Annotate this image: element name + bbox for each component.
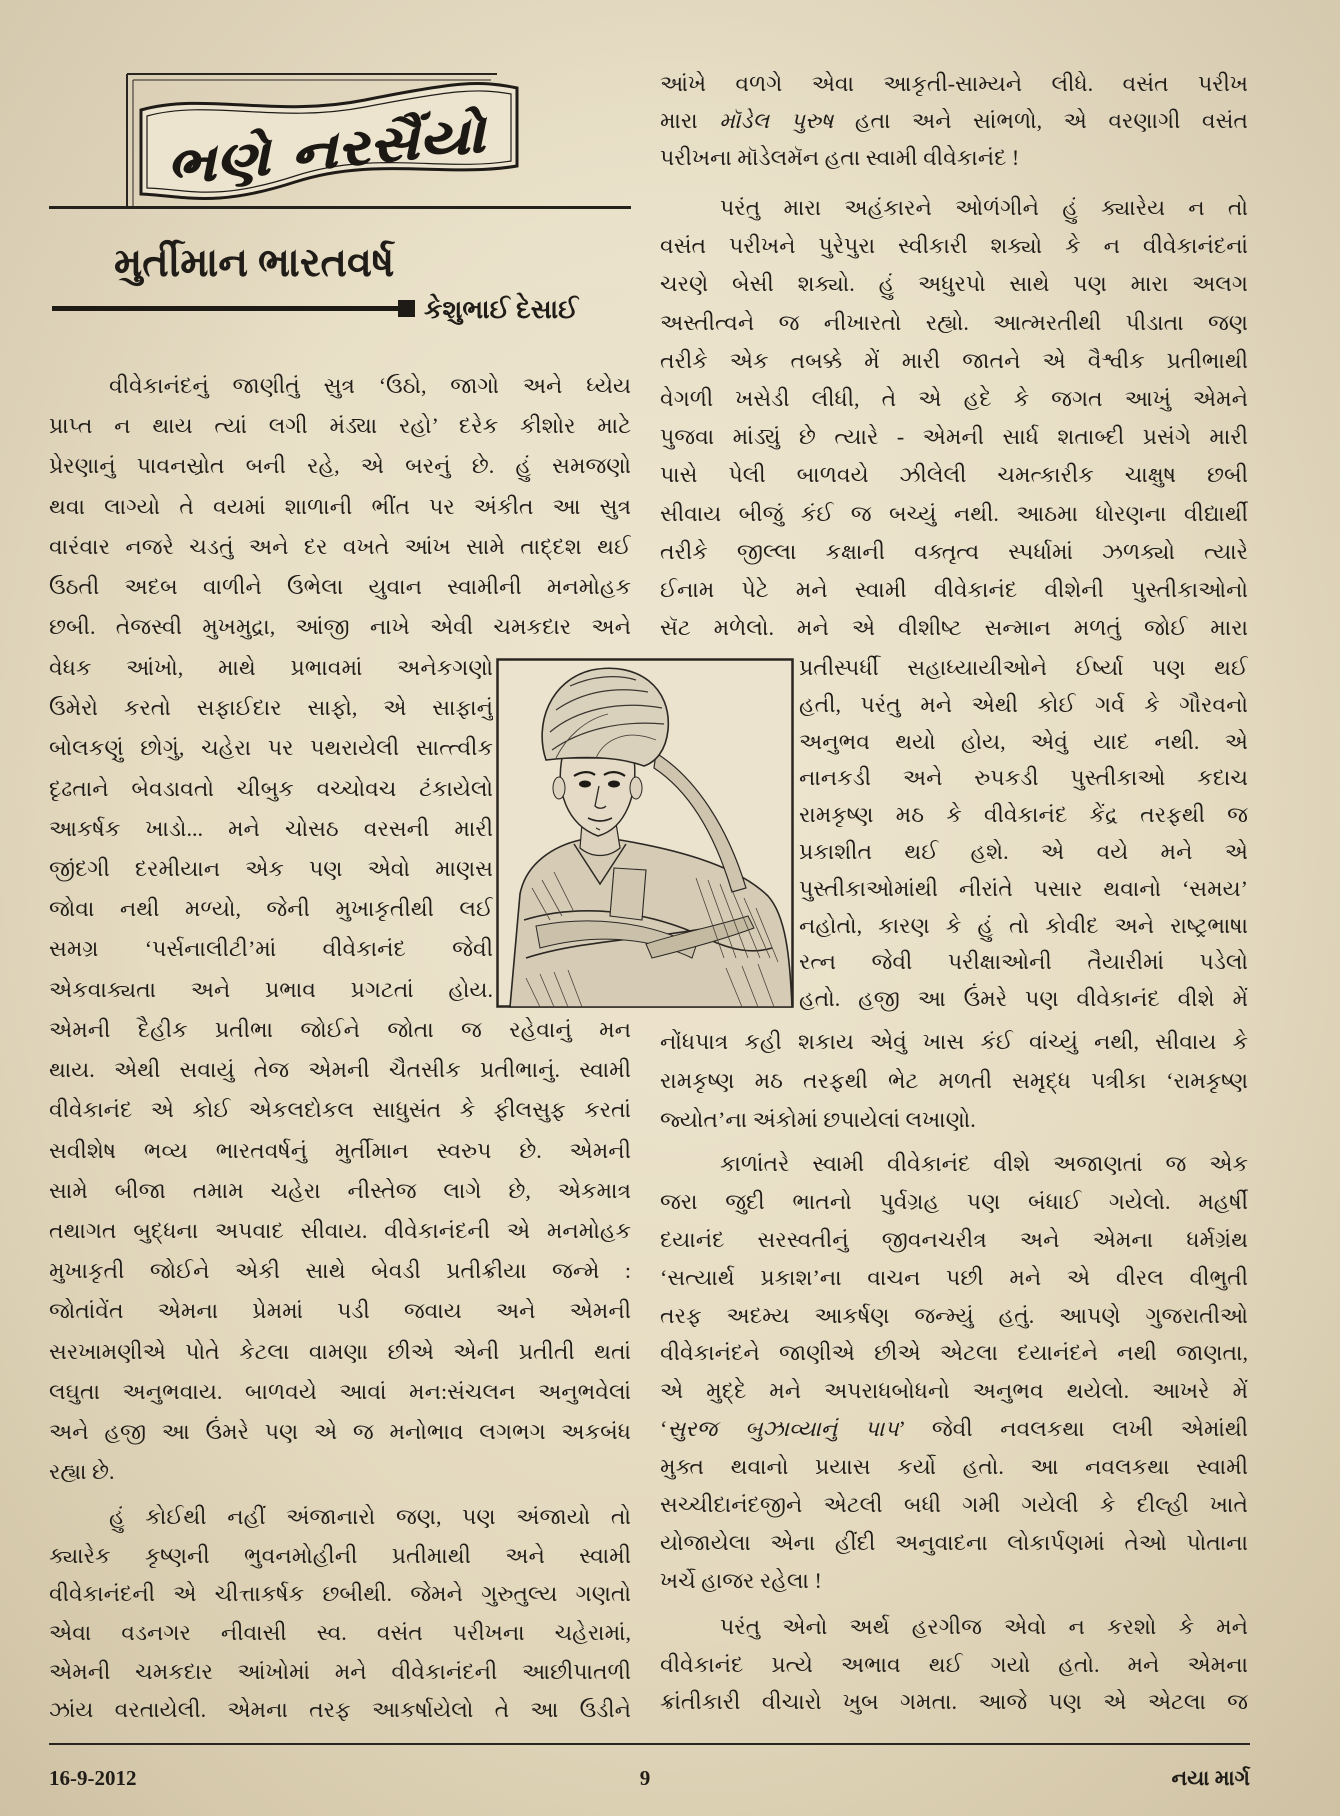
paragraph-block: [49, 366, 631, 647]
text-line: એમની ચમકદાર આંખોમાં મને વીવેકાનંદની આછીપાતળી: [49, 1658, 631, 1684]
text-line: મુખાકૃતી જોઈને એકી સાથે બેવડી પ્રતીક્રીયા જન્મે :: [49, 1258, 631, 1284]
publication-name: નયા માર્ગ: [1171, 1766, 1250, 1790]
text-line: સવીશેષ ભવ્ય ભારતવર્ષનું મુર્તીમાન સ્વરુપ છે. એમની: [49, 1137, 631, 1163]
text-line: [660, 102, 1248, 139]
text-line: જ્યોત’ના અંકોમાં છપાયેલાં લખાણો.: [660, 1106, 976, 1132]
text-line: ઉઠતી અદબ વાળીને ઉભેલા યુવાન સ્વામીની મનમોહક: [49, 573, 631, 599]
logo-text: ભણે નરસૈંયો: [162, 110, 426, 197]
text-line: વેધક આંખો, માથે પ્રભાવમાં અનેકગણો: [49, 655, 493, 680]
portrait-illustration: [496, 658, 794, 1008]
column-logo-banner: [125, 70, 525, 208]
text-line: આકર્ષક ખાડો... મને ચોસઠ વરસની મારી: [49, 815, 493, 841]
text-line: ક્યારેક કૃષ્ણની ભુવનમોહીની પ્રતીમાથી અને સ્વામી: [49, 1542, 631, 1568]
header-divider: [49, 206, 631, 209]
text-line: પરીખના મૉડેલમૅન હતા સ્વામી વીવેકાનંદ !: [660, 145, 1020, 170]
text-line: નોંધપાત્ર કહી શકાય એવું ખાસ કંઈ વાંચ્યું નથી, સીવાય કે: [660, 1029, 1248, 1054]
text-line: પ્રકાશીત થઈ હશે. એ વયે મને એ: [799, 838, 1248, 864]
text-segment: ‘: [660, 1416, 668, 1442]
text-line: તરીકે એક તબક્કે મેં મારી જાતને એ વૈશ્વીક પ્રતીભાથી: [660, 347, 1248, 373]
text-segment: મારા: [660, 108, 720, 133]
text-line: તથાગત બુદ્ધના અપવાદ સીવાય. વીવેકાનંદની એ મનમોહક: [49, 1217, 631, 1243]
text-line: સીવાય બીજું કંઈ જ બચ્યું નથી. આઠમા ધોરણના વીદ્યાર્થી: [660, 500, 1248, 526]
issue-date: 16-9-2012: [49, 1766, 137, 1790]
text-line: છબી. તેજસ્વી મુખમુદ્રા, આંજી નાખે એવી ચમકદાર અને: [49, 614, 631, 640]
text-line: એ મુદ્દે મને અપરાધબોધનો અનુભવ થયેલો. આખરે મેં: [660, 1378, 1248, 1404]
text-line: જોતાંવેંત એમના પ્રેમમાં પડી જવાય અને એમની: [49, 1298, 631, 1324]
text-line: કાળાંતરે સ્વામી વીવેકાનંદ વીશે અજાણતાં જ એક: [720, 1151, 1248, 1176]
text-line: વસંત પરીખને પુરેપુરા સ્વીકારી શક્યો કે ન વીવેકાનંદનાં: [660, 233, 1248, 259]
text-line: જીંદગી દરમીયાન એક પણ એવો માણસ: [49, 855, 493, 881]
text-line: આંખે વળગે એવા આકૃતી-સામ્યને લીધે. વસંત પરીખ: [660, 71, 1248, 96]
paragraph-block: [660, 189, 1248, 647]
paragraph-block: [660, 1608, 1248, 1721]
text-line: ઝાંય વરતાયેલી. એમના તરફ આકર્ષાયેલો તે આ ઉડીને: [49, 1697, 631, 1723]
text-line: વીવેકાનંદ પ્રત્યે અભાવ થઈ ગયો હતો. મને એમના: [660, 1651, 1248, 1677]
footer-divider: [49, 1743, 1250, 1745]
text-line: નહોતો, કારણ કે હું તો કોવીદ અને રાષ્ટ્રભાષા: [799, 912, 1248, 938]
text-line: હતી, પરંતુ મને એથી કોઈ ગર્વ કે ગૌરવનો: [799, 691, 1248, 717]
text-line: થવા લાગ્યો તે વયમાં શાળાની ભીંત પર અંકીત આ સુત્ર: [49, 493, 631, 519]
paragraph-block: [660, 1023, 1248, 1139]
text-line: સામે બીજા તમામ ચહેરા નીસ્તેજ લાગે છે, એકમાત્ર: [49, 1177, 631, 1203]
text-line: વેગળી ખસેડી લીધી, તે એ હદે કે જગત આખું એમને: [660, 385, 1248, 411]
text-line: સમગ્ર ‘પર્સનાલીટી’માં વીવેકાનંદ જેવી: [49, 936, 493, 962]
text-segment: હતા અને સાંભળો, એ વરણાગી વસંત: [833, 108, 1248, 133]
text-line: નાનકડી અને રુપકડી પુસ્તીકાઓ કદાચ: [799, 765, 1248, 791]
text-line: પ્રેરણાનું પાવનસ્રોત બની રહે, એ બરનું છે. હું સમજણો: [49, 453, 631, 479]
text-line: પ્રતીસ્પર્ધી સહાધ્યાયીઓને ઈર્ષ્યા પણ થઈ: [799, 655, 1248, 680]
text-line: એકવાક્યતા અને પ્રભાવ પ્રગટતાં હોય.: [49, 976, 493, 1002]
paragraph-block: [660, 65, 1248, 176]
text-line: પાસે પેલી બાળવયે ઝીલેલી ચમત્કારીક ચાક્ષુષ છબી: [660, 462, 1248, 488]
text-line: હું કોઈથી નહીં અંજાનારો જણ, પણ અંજાયો તો: [109, 1504, 631, 1529]
paragraph-block: [660, 1145, 1248, 1600]
text-line: વીવેકાનંદને જાણીએ છીએ એટલા દયાનંદને નથી જાણતા,: [660, 1340, 1248, 1366]
text-line: યોજાયેલા એના હીંદી અનુવાદના લોકાર્પણમાં તેઓ પોતાના: [660, 1529, 1248, 1555]
text-line: ક્રાંતીકારી વીચારો ખુબ ગમતા. આજે પણ એ એટલા જ: [660, 1689, 1248, 1715]
text-line: પરંતુ એનો અર્થ હરગીજ એવો ન કરશો કે મને: [720, 1614, 1248, 1639]
text-line: વીવેકાનંદનું જાણીતું સુત્ર ‘ઉઠો, જાગો અને ધ્યેય: [109, 373, 631, 398]
text-line: સરખામણીએ પોતે કેટલા વામણા છીએ એની પ્રતીતી થતાં: [49, 1338, 631, 1364]
text-segment: ’ જેવી નવલકથા લખી એમાંથી: [898, 1416, 1248, 1442]
text-line: રહ્યા છે.: [49, 1459, 115, 1485]
text-line: પુજવા માંડ્યું છે ત્યારે - એમની સાર્ધ શતાબ્દી પ્રસંગે મારી: [660, 424, 1248, 450]
text-line: અસ્તીત્વને જ નીખારતો રહ્યો. આત્મરતીથી પીડાતા જણ: [660, 309, 1248, 335]
paragraph-block: [799, 650, 1248, 1018]
text-line: એવા વડનગર નીવાસી સ્વ. વસંત પરીખના ચહેરામાં,: [49, 1620, 631, 1646]
text-line: જોવા નથી મળ્યો, જેની મુખાકૃતીથી લઈ: [49, 896, 493, 922]
text-line: લઘુતા અનુભવાય. બાળવયે આવાં મન:સંચલન અનુભવેલાં: [49, 1378, 631, 1404]
text-line: બોલકણું છોગું, ચહેરા પર પથરાયેલી સાત્ત્વીક: [49, 735, 493, 761]
page-number: 9: [639, 1766, 651, 1790]
text-line: તરીકે જીલ્લા કક્ષાની વક્તૃત્વ સ્પર્ધામાં ઝળક્યો ત્યારે: [660, 538, 1248, 564]
text-line: વીવેકાનંદની એ ચીત્તાકર્ષક છબીથી. જેમને ગુરુતુલ્ય ગણતો: [49, 1581, 631, 1607]
text-line: એમની દૈહીક પ્રતીભા જોઈને જોતા જ રહેવાનું મન: [49, 1017, 631, 1042]
text-line: વારંવાર નજરે ચડતું અને દર વખતે આંખ સામે તાદ્દશ થઈ: [49, 533, 631, 559]
text-line: હતો. હજી આ ઉંમરે પણ વીવેકાનંદ વીશે મેં: [799, 986, 1248, 1012]
text-line: ખર્ચે હાજર રહેલા !: [660, 1567, 822, 1593]
text-line: ચરણે બેસી શક્યો. હું અધુરપો સાથે પણ મારા અલગ: [660, 271, 1248, 297]
text-line: [660, 1410, 1248, 1448]
byline-square-mark: [398, 300, 415, 317]
text-line: અનુભવ થયો હોય, એવું યાદ નથી. એ: [799, 728, 1248, 754]
italic-text: સુરજ બુઝાવ્યાનું પાપ: [667, 1416, 899, 1442]
text-line: ‘સત્યાર્થ પ્રકાશ’ના વાચન પછી મને એ વીરલ વીભુતી: [660, 1264, 1248, 1290]
paragraph-block: [49, 1498, 631, 1730]
text-line: અને હજી આ ઉંમરે પણ એ જ મનોભાવ લગભગ અકબંધ: [49, 1418, 631, 1444]
text-line: વીવેકાનંદ એ કોઈ એકલદોકલ સાધુસંત કે ફીલસુફ કરતાં: [49, 1097, 631, 1123]
text-line: પુસ્તીકાઓમાંથી નીરાંતે પસાર થવાનો ‘સમય’: [799, 875, 1248, 901]
text-line: દયાનંદ સરસ્વતીનું જીવનચરીત્ર અને એમના ધર્મગ્રંથ: [660, 1226, 1248, 1252]
text-line: જરા જુદી ભાતનો પુર્વગ્રહ પણ બંધાઈ ગયેલો. મહર્ષી: [660, 1188, 1248, 1214]
paragraph-block: [49, 648, 493, 1010]
text-line: પ્રાપ્ત ન થાય ત્યાં લગી મંડ્યા રહો’ દરેક કીશોર માટે: [49, 413, 631, 439]
text-line: ઉમેરો કરતો સફાઈદાર સાફો, એ સાફાનું: [49, 695, 493, 721]
text-line: તરફ અદમ્ય આકર્ષણ જન્મ્યું હતું. આપણે ગુજરાતીઓ: [660, 1302, 1248, 1328]
byline-rule: [52, 306, 398, 311]
text-line: સચ્ચીદાનંદજીને એટલી બધી ગમી ગયેલી કે દીલ્હી ખાતે: [660, 1492, 1248, 1518]
paragraph-block: [49, 1010, 631, 1492]
text-line: થાય. એથી સવાયું તેજ એમની ચૈતસીક પ્રતીભાનું. સ્વામી: [49, 1057, 631, 1083]
italic-text: મૉડેલ પુરુષ: [719, 108, 834, 133]
text-line: ઈનામ પેટે મને સ્વામી વીવેકાનંદ વીશેની પુસ્તીકાઓનો: [660, 576, 1248, 602]
text-line: સૅટ મળેલો. મને એ વીશીષ્ટ સન્માન મળતું જોઈ મારા: [660, 615, 1248, 641]
text-line: રત્ન જેવી પરીક્ષાઓની તૈયારીમાં પડેલો: [799, 949, 1248, 975]
text-line: પરંતુ મારા અહંકારને ઓળંગીને હું ક્યારેય ન તો: [720, 195, 1248, 220]
text-line: દૃઢતાને બેવડાવતો ચીબુક વચ્ચોવચ ટંકાયેલો: [49, 775, 493, 801]
text-line: રામકૃષ્ણ મઠ કે વીવેકાનંદ કેંદ્ર તરફથી જ: [799, 802, 1248, 828]
author-name: કેશુભાઈ દેસાઈ: [424, 295, 579, 324]
article-title: મુર્તીમાન ભારતવર્ષ: [114, 240, 395, 285]
text-line: મુક્ત થવાનો પ્રયાસ કર્યો હતો. આ નવલકથા સ્વામી: [660, 1454, 1248, 1480]
text-line: રામકૃષ્ણ મઠ તરફથી ભેટ મળતી સમૃદ્ધ પત્રીકા ‘રામકૃષ્ણ: [660, 1067, 1248, 1093]
